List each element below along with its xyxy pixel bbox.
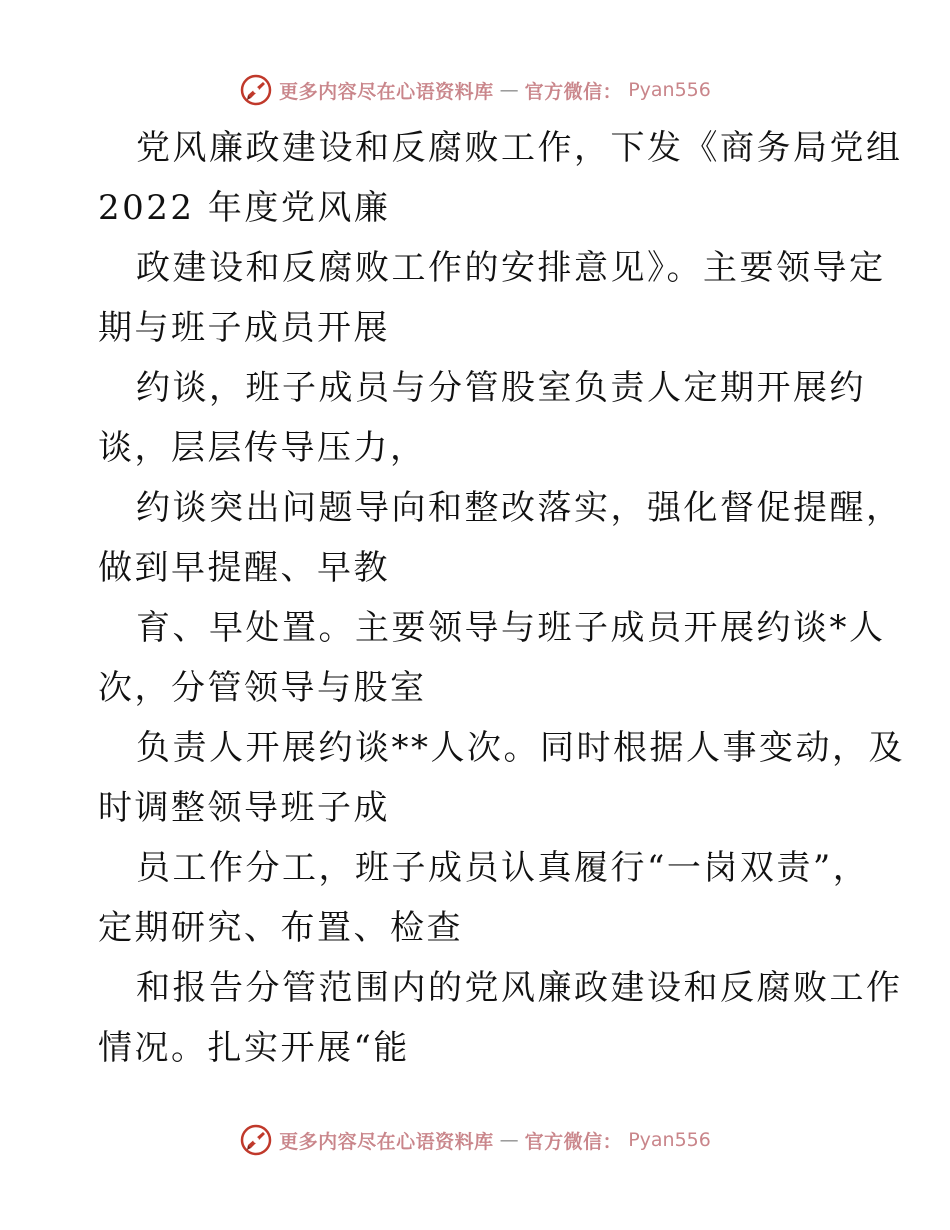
text-line: 期与班子成员开展: [98, 308, 390, 348]
banner-text: 更多内容尽在心语资料库: [279, 80, 494, 103]
text-line: 做到早提醒、早教: [98, 548, 390, 588]
text-line: 时调整领导班子成: [98, 788, 390, 828]
text-line: 育、早处置。主要领导与班子成员开展约谈*人: [136, 608, 886, 648]
banner-wechat-label: 官方微信：: [524, 1130, 623, 1153]
text-line: 政建设和反腐败工作的安排意见》。主要领导定: [136, 248, 886, 288]
text-line: 和报告分管范围内的党风廉政建设和反腐败工作: [136, 968, 903, 1008]
footer-banner: [0, 1120, 950, 1160]
text-line: 情况。扎实开展“能: [98, 1028, 410, 1068]
banner-text: 更多内容尽在心语资料库: [279, 1130, 494, 1153]
text-line: 党风廉政建设和反腐败工作，下发《商务局党组: [136, 128, 903, 168]
text-line: 约谈突出问题导向和整改落实，强化督促提醒，: [136, 488, 903, 528]
banner-wechat-label: 官方微信：: [524, 80, 623, 103]
text-line: 次，分管领导与股室: [98, 668, 427, 708]
text-line: 2022 年度党风廉: [98, 188, 391, 228]
header-banner: [0, 70, 950, 110]
logo-icon: [239, 73, 273, 107]
document-body: [98, 118, 905, 1078]
banner-wechat-id: Pyan556: [628, 79, 711, 101]
text-line: 负责人开展约谈**人次。同时根据人事变动，及: [136, 728, 905, 768]
text-line: 员工作分工，班子成员认真履行“一岗双责”，: [136, 848, 870, 888]
logo-icon: [239, 1123, 273, 1157]
banner-separator: —: [499, 1129, 519, 1151]
banner-wechat-id: Pyan556: [628, 1129, 711, 1151]
banner-separator: —: [499, 79, 519, 101]
text-line: 约谈，班子成员与分管股室负责人定期开展约: [136, 368, 866, 408]
text-line: 定期研究、布置、检查: [98, 908, 463, 948]
text-line: 谈，层层传导压力，: [98, 428, 427, 468]
